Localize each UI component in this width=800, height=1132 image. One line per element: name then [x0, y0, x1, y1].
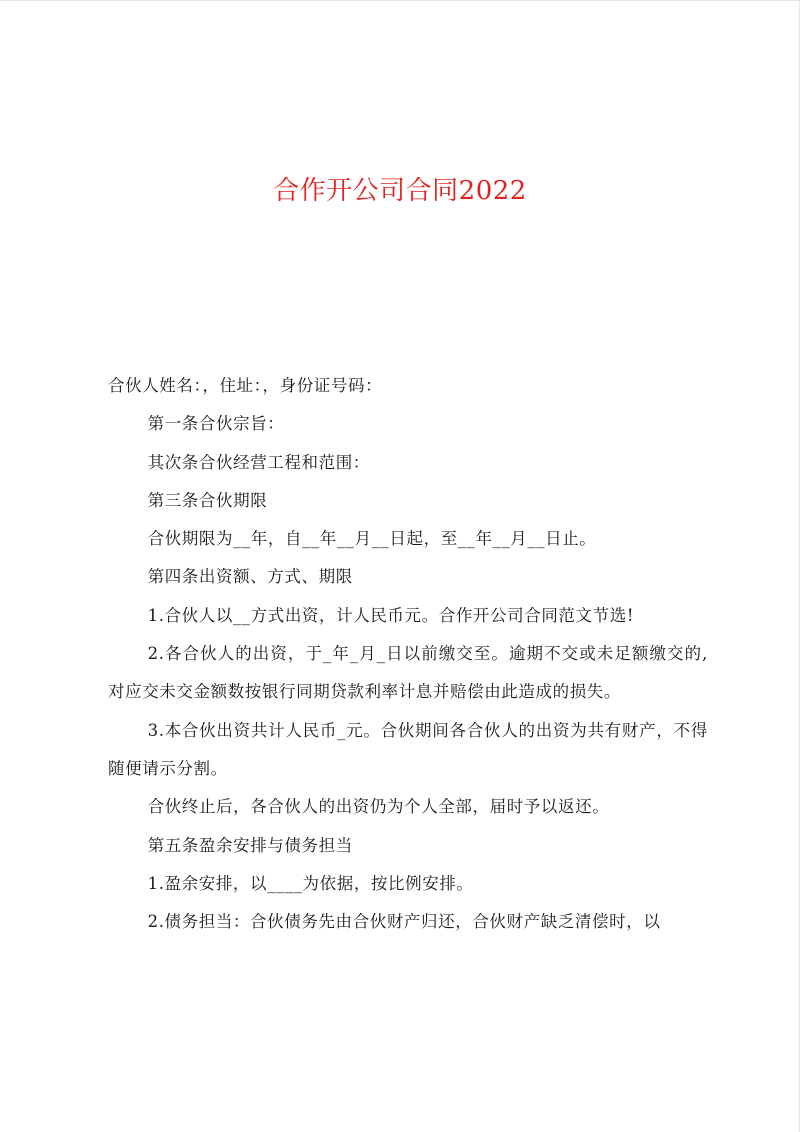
debt-clause-2: 2.债务担当：合伙债务先由合伙财产归还，合伙财产缺乏清偿时，以	[147, 912, 661, 932]
contribution-clause-1: 1.合伙人以__方式出资，计人民币元。合作开公司合同范文节选!	[147, 605, 635, 625]
article-3-heading: 第三条合伙期限	[147, 490, 268, 510]
article-5-heading: 第五条盈余安排与债务担当	[147, 835, 353, 855]
partner-info-line: 合伙人姓名：，住址：，身份证号码：	[108, 376, 383, 395]
document-title: 合作开公司合同2022	[273, 176, 527, 206]
article-2-heading: 其次条合伙经营工程和范围：	[147, 452, 370, 472]
partnership-term-paragraph: 合伙期限为__年，自__年__月__日起，至__年__月__日止。	[147, 529, 597, 549]
contribution-clause-2: 2.各合伙人的出资，于_年_月_日以前缴交至。逾期不交或未足额缴交的,对应交未交金额数按银行同期贷款利率计息并赔偿由此造成的损失。	[108, 644, 708, 702]
termination-paragraph: 合伙终止后，各合伙人的出资仍为个人全部，届时予以返还。	[147, 797, 610, 817]
article-1-heading: 第一条合伙宗旨：	[147, 414, 285, 434]
contribution-clause-3: 3.本合伙出资共计人民币_元。合伙期间各合伙人的出资为共有财产，不得随便请示分割。	[108, 720, 708, 778]
document-body	[108, 367, 708, 941]
profit-clause-1: 1.盈余安排，以____为依据，按比例安排。	[147, 873, 474, 893]
article-4-heading: 第四条出资额、方式、期限	[147, 567, 353, 587]
